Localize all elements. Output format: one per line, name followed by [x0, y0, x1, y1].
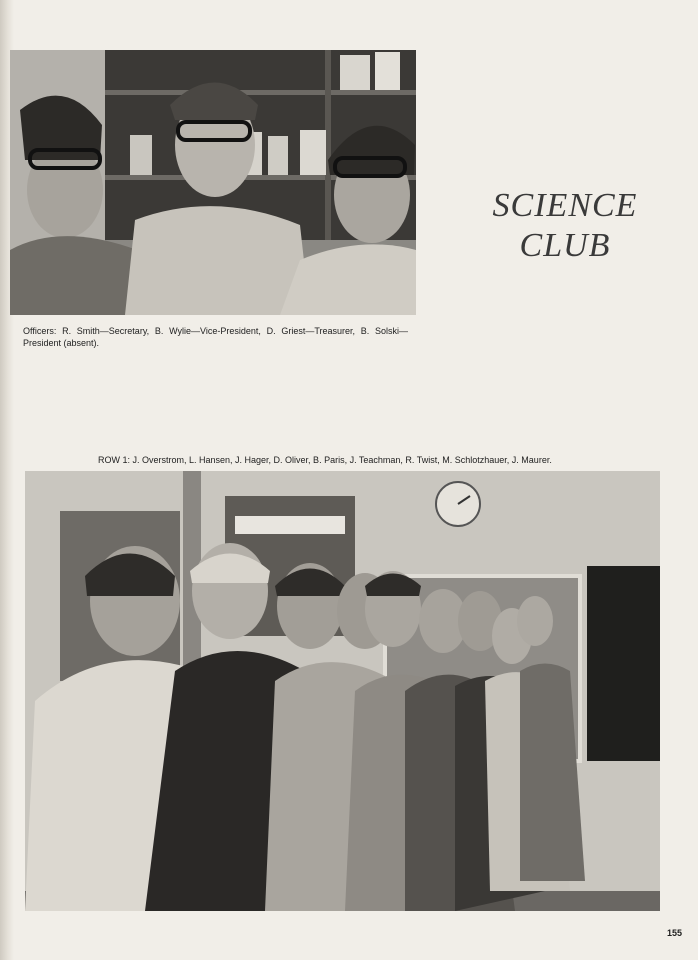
section-title — [470, 186, 660, 266]
officers-caption: Officers: R. Smith—Secretary, B. Wylie—Vice-President, D. Griest—Treasurer, B. Solski—President (absent). — [23, 326, 408, 348]
members-photo — [25, 471, 660, 911]
page-number: 155 — [666, 928, 682, 938]
title-line-science: SCIENCE — [492, 187, 638, 224]
officers-photo — [10, 50, 416, 315]
members-row-caption: ROW 1: J. Overstrom, L. Hansen, J. Hager, D. Oliver, B. Paris, J. Teachman, R. Twist, M. Schlotzhauer, J. Maurer. — [98, 455, 552, 465]
title-line-club: CLUB — [519, 227, 611, 264]
